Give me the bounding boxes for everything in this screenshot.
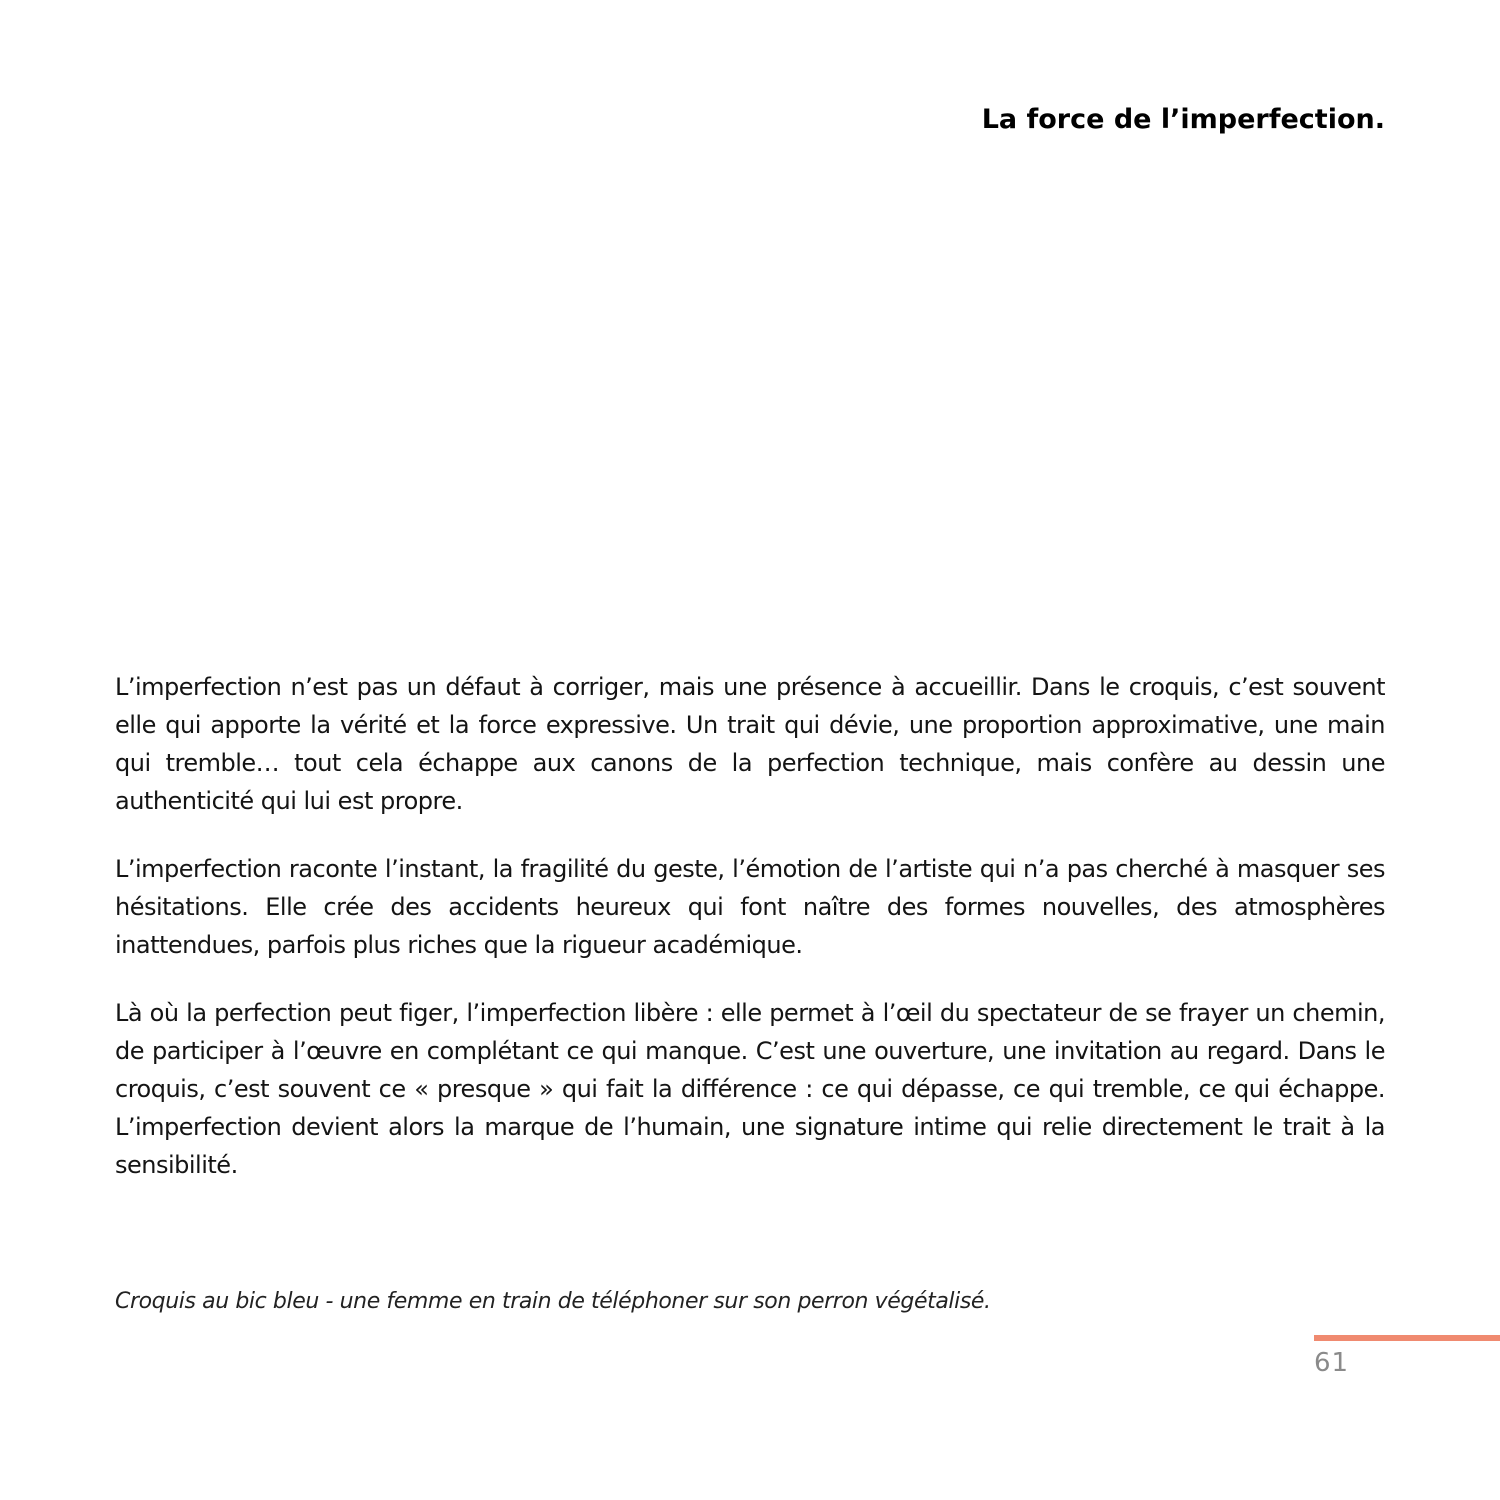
paragraph-1: L’imperfection n’est pas un défaut à corriger, mais une présence à accueillir. Dans le croquis, c’est souvent elle qui apporte la vérité et la force expressive. Un trait qui dévie, une proportion approximative, une main qui tremble… tout cela échappe aux canons de la perfection technique, mais confère au dessin une authenticité qui lui est propre. xyxy=(115,673,1385,815)
paragraph-2: L’imperfection raconte l’instant, la fragilité du geste, l’émotion de l’artiste qui n’a pas cherché à masquer ses hésitations. Elle crée des accidents heureux qui font naître des formes nouvelles, des atmosphères inattendues, parfois plus riches que la rigueur académique. xyxy=(115,855,1385,959)
page-number: 61 xyxy=(1314,1348,1350,1378)
page-title: La force de l’imperfection. xyxy=(981,104,1385,135)
body-text xyxy=(115,668,1385,1214)
paragraph-3: Là où la perfection peut figer, l’imperfection libère : elle permet à l’œil du spectateur de se frayer un chemin, de participer à l’œuvre en complétant ce qui manque. C’est une ouverture, une invitation au regard. Dans le croquis, c’est souvent ce « presque » qui fait la différence : ce qui dépasse, ce qui tremble, ce qui échappe. L’imperfection devient alors la marque de l’humain, une signature intime qui relie directement le trait à la sensibilité. xyxy=(115,999,1385,1179)
image-caption: Croquis au bic bleu - une femme en train de téléphoner sur son perron végétalisé. xyxy=(115,1289,991,1314)
page-number-rule xyxy=(1314,1335,1500,1341)
